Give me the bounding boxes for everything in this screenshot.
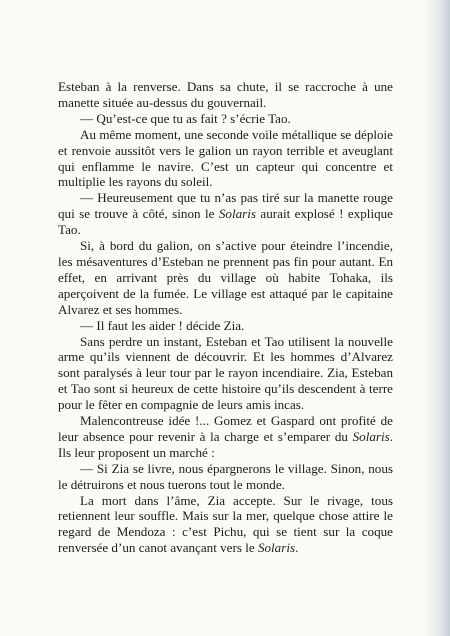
text-run: Malencontreuse idée !... Gomez et Gaspard ont profité de leur absence pour revenir à la charge et s’emparer du [58, 413, 393, 444]
text-run: — Heureusement que tu n’as pas tiré sur la manette rouge qui se trouve à côté, sinon le [58, 190, 393, 222]
paragraph [58, 238, 393, 318]
text-run: — Il faut les aider ! décide Zia. [80, 317, 245, 333]
paragraph [58, 79, 393, 111]
paragraph [58, 493, 393, 557]
italic-text: Solaris [257, 540, 296, 556]
text-run: Sans perdre un instant, Esteban et Tao utilisent la nouvelle arme qu’ils viennent de découvrir. Et les hommes d’Alvarez sont paralysés à leur tour par le rayon incendiaire. Zia, Esteban et Tao sont si heureux de cette histoire qu’ils descendent à terre pour le fêter en compagnie de leurs amis incas. [58, 333, 393, 413]
text-run: Si, à bord du galion, on s’active pour éteindre l’incendie, les mésaventures d’Esteban ne prennent pas fin pour autant. En effet, en arrivant près du village où habite Tohaka, ils aperçoivent de la fumée. Le village est attaqué par le capitaine Alvarez et ses hommes. [58, 238, 393, 317]
text-run: Esteban à la renverse. Dans sa chute, il se raccroche à une manette située au-dessus du gouvernail. [58, 79, 393, 110]
text-run: . [295, 540, 299, 556]
paragraph [58, 127, 393, 191]
text-run: La mort dans l’âme, Zia accepte. Sur le rivage, tous retiennent leur souffle. Mais sur la mer, quelque chose attire le regard de Mendoza : c’est Pichu, qui se tient sur la coque renversée d’un canot avançant vers le [58, 492, 393, 556]
italic-text: Solaris [218, 206, 256, 222]
paragraph [58, 190, 393, 238]
text-run: Au même moment, une seconde voile métallique se déploie et renvoie aussitôt vers le galion un rayon terrible et aveuglant qui enflamme le navire. C’est un capteur qui concentre et multiplie les rayons du soleil. [58, 126, 393, 190]
italic-text: Solaris [352, 428, 390, 444]
paragraph [58, 318, 393, 334]
paragraph [58, 334, 393, 414]
text-run: — Si Zia se livre, nous épargnerons le village. Sinon, nous le détruirons et nous tuerons tout le monde. [58, 460, 393, 492]
paragraph [58, 413, 393, 461]
text-run: — Qu’est-ce que tu as fait ? s’écrie Tao. [80, 110, 291, 126]
text-run: aurait explosé ! explique Tao. [58, 206, 393, 238]
paragraph [58, 461, 393, 493]
page-edge-shadow [424, 0, 450, 636]
paragraph [58, 111, 393, 127]
text-run: . Ils leur proposent un marché : [58, 428, 393, 460]
body-text [58, 79, 393, 556]
